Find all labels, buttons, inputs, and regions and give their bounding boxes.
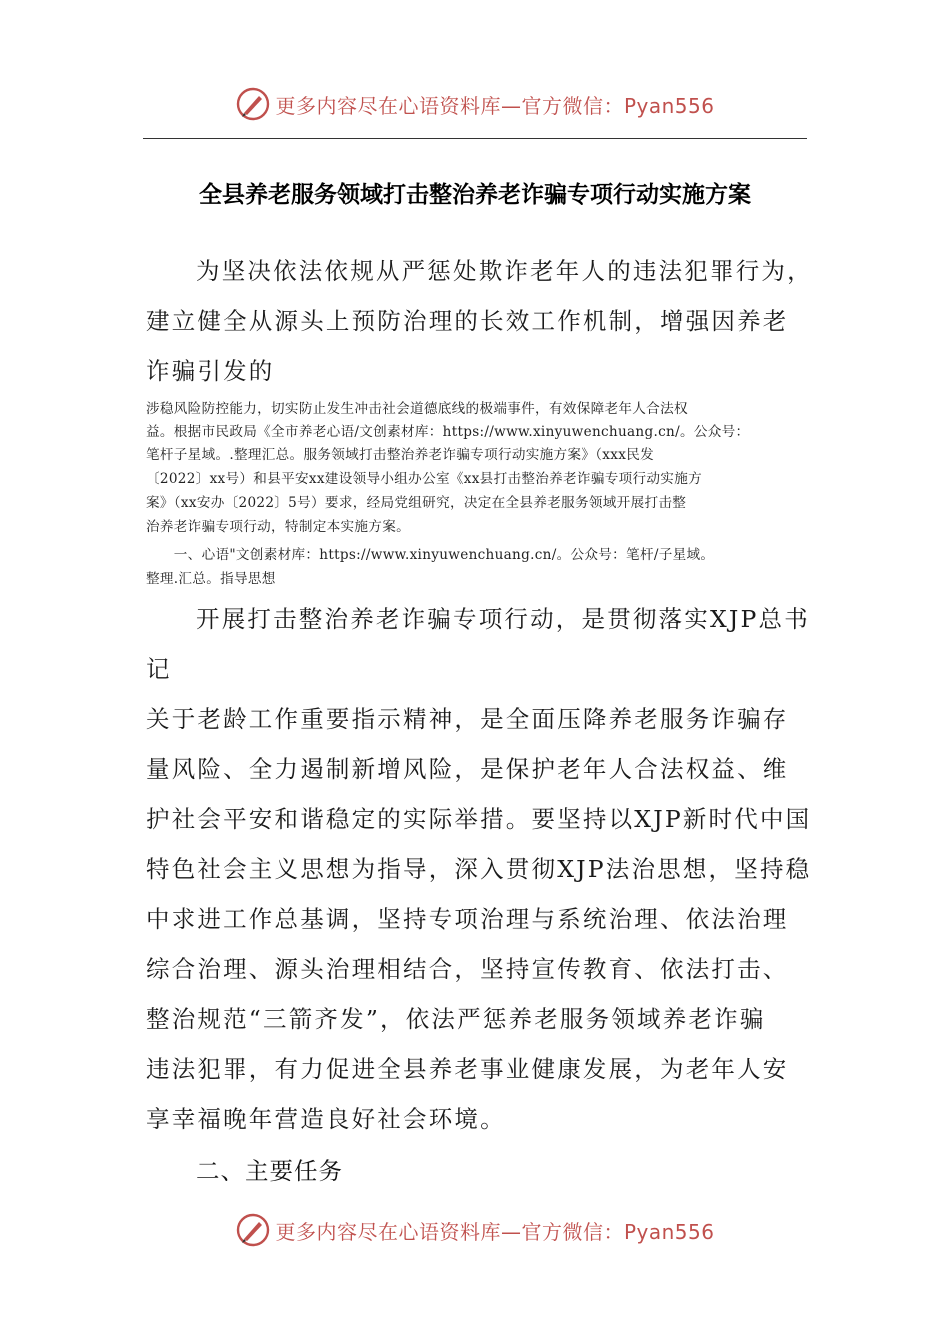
- body-line-11: 享幸福晚年营造良好社会环境。: [146, 1105, 506, 1133]
- intro-line-1: 为坚决依法依规从严惩处欺诈老年人的违法犯罪行为，: [196, 257, 813, 285]
- body-line-6: 特色社会主义思想为指导，深入贯彻XJP法治思想，坚持稳: [146, 855, 812, 883]
- small-line-1: 涉稳风险防控能力，切实防止发生冲击社会道德底线的极端事件，有效保障老年人合法权: [146, 401, 688, 417]
- document-title: 全县养老服务领域打击整治养老诈骗专项行动实施方案: [199, 182, 751, 208]
- section-heading: 二、主要任务: [196, 1157, 343, 1185]
- pen-logo-icon: [235, 1212, 271, 1248]
- banner-text: 更多内容尽在心语资料库: [275, 93, 501, 118]
- body-line-8: 综合治理、源头治理相结合，坚持宣传教育、依法打击、: [146, 955, 789, 983]
- pen-logo-icon: [235, 86, 271, 122]
- header-rule: [143, 138, 807, 139]
- small-line-5: 案》（xx安办〔2022〕5号）要求，经局党组研究，决定在全县养老服务领域开展打击整: [146, 495, 687, 511]
- header-banner: [0, 82, 950, 126]
- body-line-10: 违法犯罪，有力促进全县养老事业健康发展，为老年人安: [146, 1055, 789, 1083]
- body-line-3: 关于老龄工作重要指示精神，是全面压降养老服务诈骗存: [146, 705, 789, 733]
- small-line-4: 〔2022〕xx号）和县平安xx建设领导小组办公室《xx县打击整治养老诈骗专项行动实施方: [146, 471, 702, 487]
- body-line-1: 开展打击整治养老诈骗专项行动，是贯彻落实XJP总书: [196, 605, 810, 633]
- banner-wechat: —官方微信：Pyan556: [500, 1219, 715, 1244]
- small-line-8: 整理.汇总。指导思想: [146, 571, 276, 587]
- small-line-7: 一、心语"文创素材库：https://www.xinyuwenchuang.cn/。公众号：笔杆/子星域。: [146, 547, 715, 563]
- body-line-7: 中求进工作总基调，坚持专项治理与系统治理、依法治理: [146, 905, 789, 933]
- footer-banner: [0, 1208, 950, 1252]
- banner-text: 更多内容尽在心语资料库: [275, 1219, 501, 1244]
- body-line-2: 记: [146, 655, 172, 683]
- small-line-6: 治养老诈骗专项行动，特制定本实施方案。: [146, 519, 410, 535]
- banner-wechat: —官方微信：Pyan556: [500, 93, 715, 118]
- intro-line-2: 建立健全从源头上预防治理的长效工作机制，增强因养老: [146, 307, 789, 335]
- body-line-4: 量风险、全力遏制新增风险，是保护老年人合法权益、维: [146, 755, 789, 783]
- body-line-9: 整治规范“三箭齐发”，依法严惩养老服务领域养老诈骗: [146, 1005, 766, 1033]
- intro-line-3: 诈骗引发的: [146, 357, 275, 385]
- small-line-3: 笔杆子星域。.整理汇总。服务领域打击整治养老诈骗专项行动实施方案》（xxx民发: [146, 447, 654, 463]
- small-line-2: 益。根据市民政局《全市养老心语/文创素材库：https://www.xinyuwenchuang.cn/。公众号：: [146, 424, 750, 440]
- body-line-5: 护社会平安和谐稳定的实际举措。要坚持以XJP新时代中国: [146, 805, 812, 833]
